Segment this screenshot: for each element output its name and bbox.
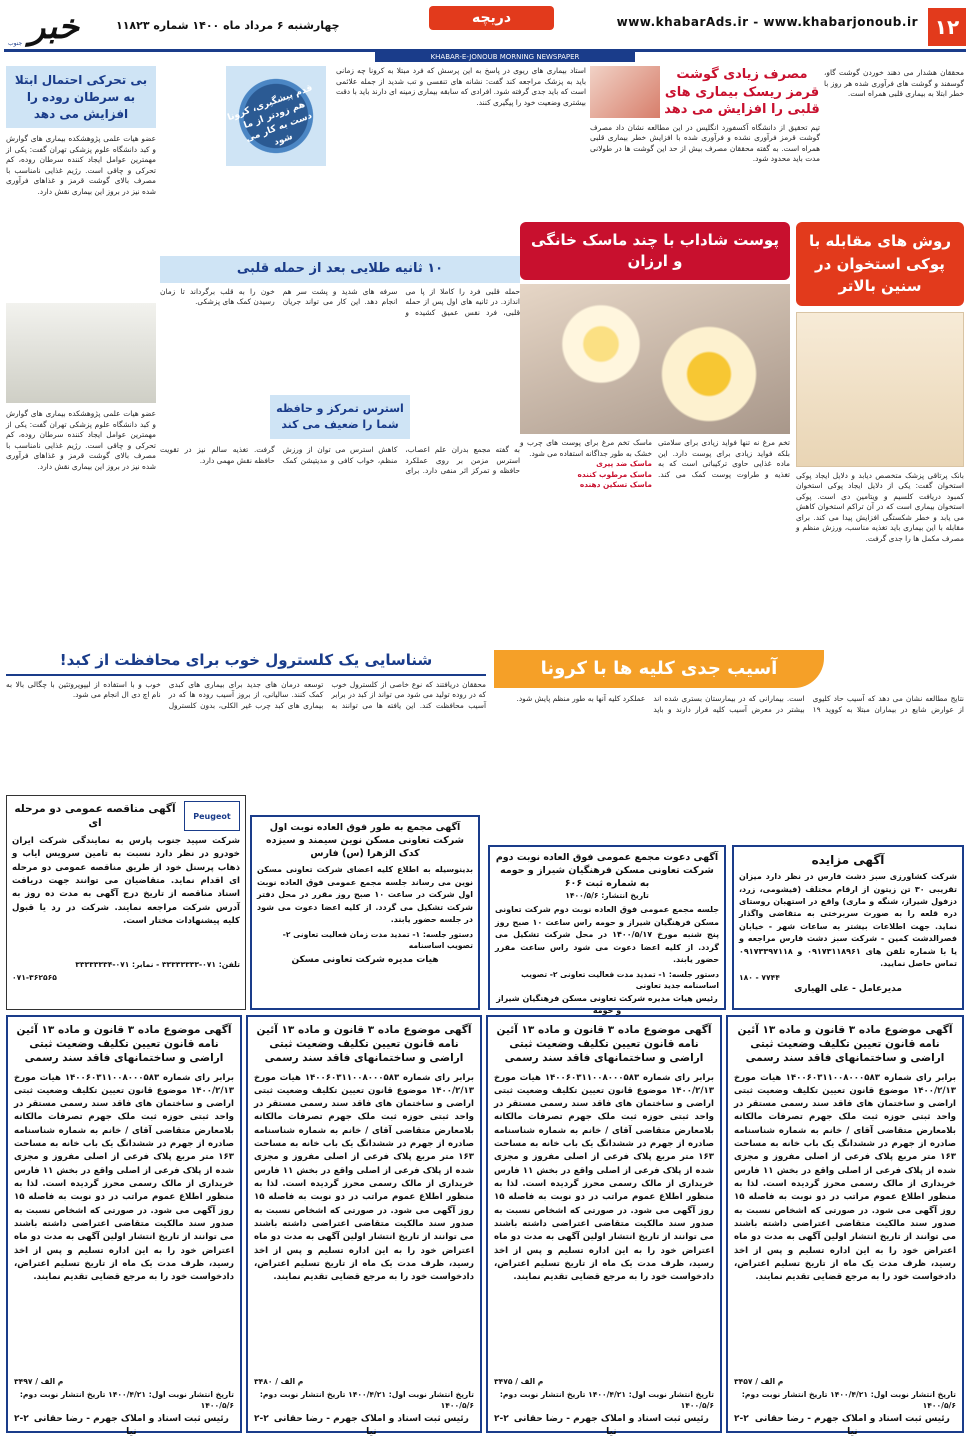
notice-title: آگهی موضوع ماده ۳ قانون و ماده ۱۳ آئین نامه قانون تعیین تکلیف وضعیت ثبتی اراضی و ساختمانهای فاقد سند رسمی (496, 1024, 712, 1065)
assembly2-sign: رئیس هیات مدیره شرکت تعاونی مسکن فرهنگیان شیراز و حومه (496, 994, 718, 1015)
mask-article (520, 222, 790, 552)
legal-notice (726, 1015, 964, 1437)
masthead (4, 4, 966, 52)
auction-body: شرکت کشاورزی سبز دشت فارس در نظر دارد میزان تقریبی ۳۰ تن زیتون از ارقام مختلف (فیشومی، زرد، دزفول شیراز، شنگه و ماری) واقع در استهبان روستای دره قلعه را به صورت سربرختی به متقاضی واگذار نماید. جهت اطلاعات بیشتر به ساعات شهر - خیابان فصرالدشت کمین - شرکت سبز دشت فارس مراجعه و یا با شماره تلفن های ۰۹۱۷۳۱۱۸۹۶۱ و ۰۹۱۷۳۳۹۷۱۱۸ تماس حاصل نمایید. (739, 872, 957, 968)
peugeot-logo: Peugeot (184, 801, 240, 831)
assembly1-sign: هیات مدیره شرکت تعاونی مسکن (291, 955, 439, 966)
tender-ad (6, 795, 246, 1010)
notice-body: برابر رای شماره ۱۴۰۰۶۰۳۱۱۰۰۸۰۰۰۵۸۳ هیات مورخ ۱۴۰۰/۲/۱۳ موضوع قانون تعیین تکلیف وضعیت ثبتی اراضی و ساختمان های فاقد سند رسمی مستقر در واحد ثبتی حوزه ثبت ملک جهرم تصرفات مالکانه بلامعارض متقاضی آقای / خانم به شماره شناسنامه صادره از جهرم در ششدانگ یک باب خانه به مساحت ۱۶۳ متر مربع پلاک فرعی از اصلی مفروز و مجزی شده از پلاک فرعی از اصلی واقع در بخش ۱۱ فارس خریداری از مالک رسمی محرز گردیده است. لذا به منظور اطلاع عموم مراتب در دو نوبت به فاصله ۱۵ روز آگهی می شود. در صورتی که اشخاص نسبت به صدور سند مالکیت متقاضی اعتراضی داشته باشند می توانند از تاریخ انتشار اولین آگهی به مدت دو ماه اعتراض خود را به این اداره تسلیم و پس از اخذ رسید، ظرف مدت یک ماه از تاریخ تسلیم اعتراض، دادخواست خود را به مرجع قضایی تقدیم نمایند. (14, 1072, 234, 1283)
cancer-body-cont: عضو هیات علمی پژوهشکده بیماری های گوارش و کبد دانشگاه علوم پزشکی تهران گفت: یکی از مهمترین عوامل ایجاد کننده سرطان روده، کم تحرکی و چاقی است. رژیم غذایی نامناسب با مصرف بالای گوشت قرمز و غذاهای فرآوری شده نیز در بروز این بیماری نقش دارد. (6, 409, 156, 471)
notice-sign: رئیس ثبت اسناد و املاک جهرم - رضا حقانی نیا (513, 1413, 709, 1437)
mask-sub1: ماسک ضد پیری (596, 459, 652, 469)
notice-ref: ۲-۲ (254, 1413, 269, 1424)
assembly1-agenda: دستور جلسه: ۱- تمدید مدت زمان فعالیت تعاونی ۲- تصویب اساسنامه (282, 930, 473, 951)
notice-title: آگهی موضوع ماده ۳ قانون و ماده ۱۳ آئین نامه قانون تعیین تکلیف وضعیت ثبتی اراضی و ساختمانهای فاقد سند رسمی (16, 1024, 232, 1065)
meat-headline: مصرف زیادی گوشت قرمز ریسک بیماری های قلبی را افزایش می دهد (664, 67, 820, 118)
tender-title: آگهی مناقصه عمومی دو مرحله ای (14, 802, 176, 829)
logo-mark: خبر (28, 7, 80, 47)
assembly1-title: آگهی مجمع به طور فوق العاده نوبت اول شرکت تعاونی مسکن نوین سیمند و سیزده کدک الزهرا (س) فارس (266, 822, 464, 859)
notice-title: آگهی موضوع ماده ۳ قانون و ماده ۱۳ آئین نامه قانون تعیین تکلیف وضعیت ثبتی اراضی و ساختمانهای فاقد سند رسمی (256, 1024, 472, 1065)
cancer-body: عضو هیات علمی پژوهشکده بیماری های گوارش و کبد دانشگاه علوم پزشکی تهران گفت: یکی از مهمترین عوامل ایجاد کننده سرطان روده، کم تحرکی و چاقی است. رژیم غذایی نامناسب با مصرف بالای گوشت قرمز و غذاهای فرآوری شده نیز در بروز این بیماری نقش دارد. (6, 134, 156, 196)
notice-body: برابر رای شماره ۱۴۰۰۶۰۳۱۱۰۰۸۰۰۰۵۸۳ هیات مورخ ۱۴۰۰/۲/۱۳ موضوع قانون تعیین تکلیف وضعیت ثبتی اراضی و ساختمان های فاقد سند رسمی مستقر در واحد ثبتی حوزه ثبت ملک جهرم تصرفات مالکانه بلامعارض متقاضی آقای / خانم به شماره شناسنامه صادره از جهرم در ششدانگ یک باب خانه به مساحت ۱۶۳ متر مربع پلاک فرعی از اصلی مفروز و مجزی شده از پلاک فرعی از اصلی واقع در بخش ۱۱ فارس خریداری از مالک رسمی محرز گردیده است. لذا به منظور اطلاع عموم مراتب در دو نوبت به فاصله ۱۵ روز آگهی می شود. در صورتی که اشخاص نسبت به صدور سند مالکیت متقاضی اعتراضی داشته باشند می توانند از تاریخ انتشار اولین آگهی به مدت دو ماه اعتراض خود را به این اداره تسلیم و پس از اخذ رسید، ظرف مدت یک ماه از تاریخ تسلیم اعتراض، دادخواست خود را به مرجع قضایی تقدیم نمایند. (494, 1072, 714, 1283)
notice-dates: تاریخ انتشار نوبت اول: ۱۴۰۰/۴/۲۱ تاریخ انتشار نوبت دوم: ۱۴۰۰/۵/۶ (259, 1389, 474, 1410)
meat-intro-text: محققان هشدار می دهند خوردن گوشت گاو، گوسفند و گوشت های فرآوری شده هر روز با خطر ابتلا به بیماری قلبی همراه است. (824, 68, 964, 99)
meat-photo (590, 66, 660, 118)
mask-sub2: ماسک مرطوب کننده (577, 469, 652, 479)
legal-notice (6, 1015, 242, 1437)
tender-body: شرکت سپید جنوب پارس به نمایندگی شرکت ایران خودرو در نظر دارد نسبت به تامین سرویس ایاب و ذهاب پرسنل خود از طریق مناقصه عمومی دو مرحله ای اقدام نماید. متقاضیان می توانند جهت دریافت اسناد مناقصه از تاریخ درج آگهی به مدت ده روز به آدرس شرکت مراجعه نمایند. شرکت در رد یا قبول کلیه پیشنهادات مختار است. (12, 836, 240, 926)
assembly2-agenda: دستور جلسه: ۱- تمدید مدت فعالیت تعاونی ۲- تصویب اساسنامه جدید تعاونی (521, 970, 719, 991)
meat-intro (824, 68, 964, 218)
heart-article (160, 256, 520, 391)
notice-sign: رئیس ثبت اسناد و املاک جهرم - رضا حقانی نیا (754, 1413, 950, 1437)
site-urls[interactable]: www.khabarAds.ir - www.khabarjonoub.ir (616, 15, 918, 29)
kidney-body: نتایج مطالعه نشان می دهد که آسیب حاد کلیوی از عوارض شایع در بیماران مبتلا به کووید ۱۹ است. بیمارانی که در بیمارستان بستری شده اند بیشتر در معرض آسیب کلیه قرار دارند و باید عملکرد کلیه آنها به طور منظم پایش شود. (516, 694, 964, 714)
newspaper-logo (4, 4, 104, 50)
masthead-strip: KHABAR-E-JONOUB MORNING NEWSPAPER (375, 52, 635, 62)
notice-body: برابر رای شماره ۱۴۰۰۶۰۳۱۱۰۰۸۰۰۰۵۸۳ هیات مورخ ۱۴۰۰/۲/۱۳ موضوع قانون تعیین تکلیف وضعیت ثبتی اراضی و ساختمان های فاقد سند رسمی مستقر در واحد ثبتی حوزه ثبت ملک جهرم تصرفات مالکانه بلامعارض متقاضی آقای / خانم به شماره شناسنامه صادره از جهرم در ششدانگ یک باب خانه به مساحت ۱۶۳ متر مربع پلاک فرعی از اصلی مفروز و مجزی شده از پلاک فرعی از اصلی واقع در بخش ۱۱ فارس خریداری از مالک رسمی محرز گردیده است. لذا به منظور اطلاع عموم مراتب در دو نوبت به فاصله ۱۵ روز آگهی می شود. در صورتی که اشخاص نسبت به صدور سند مالکیت متقاضی اعتراضی داشته باشند می توانند از تاریخ انتشار اولین آگهی به مدت دو ماه اعتراض خود را به این اداره تسلیم و پس از اخذ رسید، ظرف مدت یک ماه از تاریخ تسلیم اعتراض، دادخواست خود را به مرجع قضایی تقدیم نمایند. (254, 1072, 474, 1283)
heart-body: حمله قلبی فرد را کاملا از پا می اندازد. در ثانیه های اول پس از حمله قلبی، فرد نفس عمیق کشیده و سرفه های شدید و پشت سر هم انجام دهد. این کار می تواند جریان خون را به قلب برگرداند تا زمان رسیدن کمک های پزشکی. (160, 286, 520, 317)
dateline: چهارشنبه ۶ مرداد ماه ۱۴۰۰ شماره ۱۱۸۲۳ (116, 19, 340, 32)
tender-contact: تلفن: ۰۷۱-۳۳۳۳۳۳۳۳ - نمابر: ۰۷۱-۳۳۳۳۳۳۳۴ (75, 960, 240, 969)
legal-notice (486, 1015, 722, 1437)
mask-body-text: تخم مرغ نه تنها فواید زیادی برای سلامتی بلکه فواید زیادی برای پوست دارد. این ماده غذایی حاوی ترکیباتی است که به تغذیه و طراوت پوست کمک می کند. ماسک تخم مرغ برای پوست های چرب و خشک به طور جداگانه استفاده می شود. (520, 438, 790, 479)
logo-sub: جنوب (8, 40, 23, 48)
notice-sign: رئیس ثبت اسناد و املاک جهرم - رضا حقانی نیا (33, 1413, 229, 1437)
assembly2-date: تاریخ انتشار: ۱۴۰۰/۵/۶ (565, 891, 649, 901)
stress-headline: استرس تمرکز و حافظه شما را ضعیف می کند (270, 395, 410, 439)
notice-body: برابر رای شماره ۱۴۰۰۶۰۳۱۱۰۰۸۰۰۰۵۸۳ هیات مورخ ۱۴۰۰/۲/۱۳ موضوع قانون تعیین تکلیف وضعیت ثبتی اراضی و ساختمان های فاقد سند رسمی مستقر در واحد ثبتی حوزه ثبت ملک جهرم تصرفات مالکانه بلامعارض متقاضی آقای / خانم به شماره شناسنامه صادره از جهرم در ششدانگ یک باب خانه به مساحت ۱۶۳ متر مربع پلاک فرعی از اصلی مفروز و مجزی شده از پلاک فرعی از اصلی واقع در بخش ۱۱ فارس خریداری از مالک رسمی محرز گردیده است. لذا به منظور اطلاع عموم مراتب در دو نوبت به فاصله ۱۵ روز آگهی می شود. در صورتی که اشخاص نسبت به صدور سند مالکیت متقاضی اعتراضی داشته باشند می توانند از تاریخ انتشار اولین آگهی به مدت دو ماه اعتراض خود را به این اداره تسلیم و پس از اخذ رسید، ظرف مدت یک ماه از تاریخ تسلیم اعتراض، دادخواست خود را به مرجع قضایی تقدیم نمایند. (734, 1072, 956, 1283)
assembly-ad-1 (250, 815, 480, 1010)
auction-sign: مدیرعامل - علی الهیاری (794, 984, 902, 995)
kidney-article (494, 650, 964, 840)
assembly2-body: جلسه مجمع عمومی فوق العاده نوبت دوم شرکت تعاونی مسکن فرهنگیان شیراز و حومه راس ساعت ۱۰ صبح روز پنج شنبه مورخ ۱۴۰۰/۵/۱۷ در محل شرکت تشکیل می گردد. از کلیه اعضا دعوت می شود راس ساعت مقرر حضور یابند. (495, 905, 720, 964)
mask-body (520, 438, 790, 491)
auction-title: آگهی مزایده (811, 853, 885, 867)
bone-illustration (796, 312, 964, 467)
heart-headline: ۱۰ ثانیه طلایی بعد از حمله قلبی (160, 256, 520, 283)
sleeping-man-photo (6, 303, 156, 403)
notice-title: آگهی موضوع ماده ۳ قانون و ماده ۱۳ آئین نامه قانون تعیین تکلیف وضعیت ثبتی اراضی و ساختمانهای فاقد سند رسمی (737, 1024, 953, 1065)
cholesterol-headline: شناسایی یک کلسترول خوب برای محافظت از کبد! (6, 650, 486, 676)
bones-article (796, 222, 964, 642)
notice-dates: تاریخ انتشار نوبت اول: ۱۴۰۰/۴/۲۱ تاریخ انتشار نوبت دوم: ۱۴۰۰/۵/۶ (741, 1389, 956, 1410)
page-number: ١٢ (928, 8, 966, 46)
notice-dates: تاریخ انتشار نوبت اول: ۱۴۰۰/۴/۲۱ تاریخ انتشار نوبت دوم: ۱۴۰۰/۵/۶ (19, 1389, 234, 1410)
auction-code: ۷۷۴۴ - ۱۸۰ (739, 973, 780, 983)
assembly1-body: بدینوسیله به اطلاع کلیه اعضای شرکت تعاونی مسکن نوین می رساند جلسه مجمع عمومی فوق العاده نوبت اول شرکت در ساعت ۱۰ صبح روز مقرر در محل دفتر شرکت تشکیل می گردد. از کلیه اعضا دعوت می شود در جلسه حضور یابند. (257, 865, 474, 924)
bones-body: بانک پرتاقی پزشک متخصص دیابد و دلایل ایجاد پوکی استخوان گفت: یکی از دلایل ایجاد پوکی استخوان کمبود دریافت کلسیم و ویتامین دی است. پوکی استخوان بیماری است که در آن تراکم استخوان کاهش می یابد و خطر شکستگی افزایش پیدا می کند. برای مقابله با این بیماری باید تغذیه مناسب، ورزش منظم و مصرف مکمل ها را جدی گرفت. (796, 470, 964, 543)
notice-ref: ۲-۲ (734, 1413, 749, 1424)
notice-code: م الف / ۳۴۹۷ (14, 1376, 64, 1386)
bones-headline: روش های مقابله با پوکی استخوان در سنین بالاتر (796, 222, 964, 306)
corona-body: استاد بیماری های ریوی در پاسخ به این پرسش که فرد مبتلا به کرونا چه زمانی باید به پزشک مراجعه کند گفت: نشانه های تنفسی و تب شدید از جمله علائمی است که باید جدی گرفته شود. افرادی که سابقه بیماری زمینه ای دارند باید با دقت بیشتری وضعیت خود را پیگیری کنند. (336, 66, 586, 107)
notice-ref: ۲-۲ (14, 1413, 29, 1424)
eggs-photo (520, 284, 790, 434)
stress-body: به گفته مجمع بدران علم اعصاب، استرس مزمن بر روی عملکرد حافظه و تمرکز اثر منفی دارد. برای کاهش استرس می توان از ورزش منظم، خواب کافی و مدیتیشن کمک گرفت. تغذیه سالم نیز در تقویت حافظه نقش مهمی دارد. (160, 445, 520, 476)
notice-code: م الف / ۳۴۷۵ (494, 1376, 544, 1386)
virus-badge: قدم پیشگیری، کرونا هم زودتر از ما دست به کار می شود (226, 83, 314, 148)
assembly2-title: آگهی دعوت مجمع عمومی فوق العاده نوبت دوم شرکت تعاونی مسکن فرهنگیان شیراز و حومه به شماره ثبت ۶۰۶ (495, 852, 719, 889)
corona-article (226, 66, 586, 241)
cholesterol-body-text: محققان دریافتند که نوع خاصی از کلسترول خوب که در روده تولید می شود می تواند از کبد در برابر آسیب محافظت کند. این یافته ها می توانند به توسعه درمان های جدید برای بیماری های کبدی کمک کنند. (168, 679, 486, 710)
cancer-headline: بی تحرکی احتمال ابتلا به سرطان روده را افزایش می دهد (6, 66, 156, 128)
notice-dates: تاریخ انتشار نوبت اول: ۱۴۰۰/۴/۲۱ تاریخ انتشار نوبت دوم: ۱۴۰۰/۵/۶ (499, 1389, 714, 1410)
notice-ref: ۲-۲ (494, 1413, 509, 1424)
stress-article (160, 395, 520, 640)
legal-notice (246, 1015, 482, 1437)
kidney-headline: آسیب جدی کلیه ها با کرونا (494, 650, 824, 688)
assembly-ad-2 (488, 845, 726, 1015)
mask-sub3: ماسک تسکین دهنده (579, 480, 652, 490)
cholesterol-article (6, 650, 486, 790)
cancer-article (6, 66, 156, 636)
tender-code: ۰۷۱-۳۶۲۵۶۵ (12, 973, 57, 982)
meat-article (590, 66, 820, 241)
notice-code: م الف / ۳۴۵۷ (734, 1376, 784, 1386)
cholesterol-body-text-2: سالیانی، از بروز آسیب روده ها که در بیماری های کبد چرب غیر الکلی، بدون کلسترول خوب و با استفاده از لیپوپروتئین با چگالی بالا به نام اچ دی ال انجام می شود. (6, 679, 324, 710)
mask-headline: پوست شاداب با چند ماسک خانگی و ارزان (520, 222, 790, 280)
meat-body: تیم تحقیق از دانشگاه آکسفورد انگلیس در این مطالعه نشان داد مصرف گوشت قرمز فرآوری نشده و فرآوری شده با افزایش خطر بیماری قلبی همراه است. به گفته محققان مصرف بیش از حد این گوشت ها در طولانی مدت باید محدود شود. (590, 122, 820, 164)
auction-ad (732, 845, 964, 1010)
notice-sign: رئیس ثبت اسناد و املاک جهرم - رضا حقانی نیا (273, 1413, 469, 1437)
section-label: دریچه (429, 6, 554, 30)
notice-code: م الف / ۳۴۸۰ (254, 1376, 304, 1386)
cholesterol-body (6, 680, 486, 712)
